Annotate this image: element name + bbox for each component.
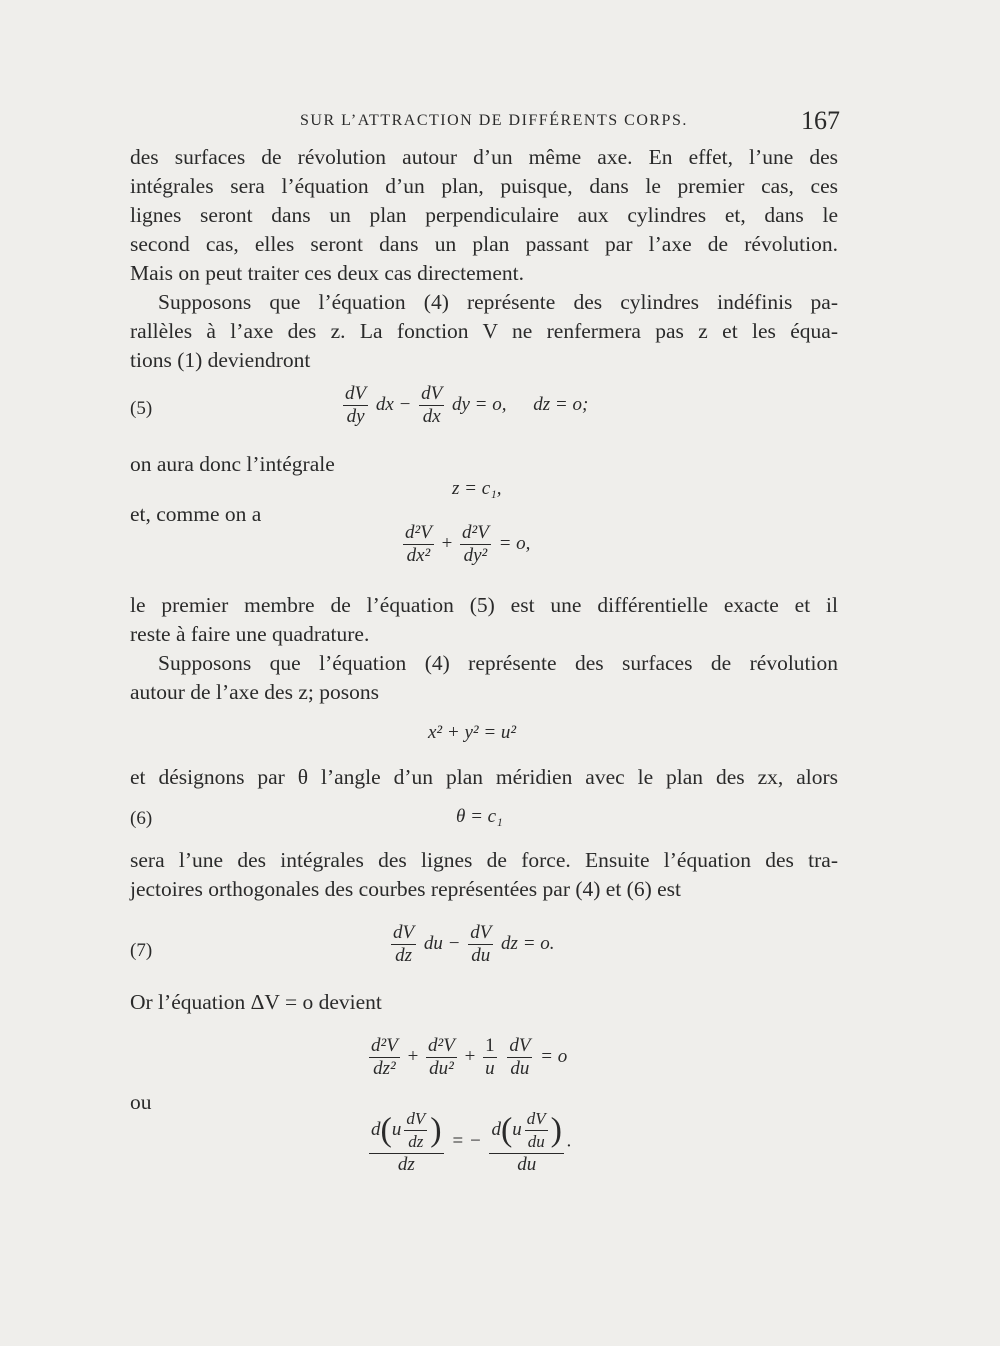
fraction: [525, 1108, 548, 1153]
paragraph-2: [130, 288, 838, 375]
equation-7: [388, 922, 555, 967]
term: dx −: [375, 393, 412, 415]
text-line: Supposons que l’équation (4) représente des cylindres indéfinis pa-: [158, 290, 838, 314]
term: dz = o.: [501, 932, 555, 954]
fraction: [468, 922, 493, 967]
denominator: du: [510, 1058, 530, 1079]
term: = o: [540, 1045, 568, 1067]
term: du −: [423, 932, 461, 954]
fraction: [460, 522, 491, 567]
text-line: Or l’équation ΔV = o devient: [130, 990, 382, 1014]
numerator: dV: [470, 922, 492, 943]
denominator: dz: [408, 1132, 424, 1151]
term: d: [491, 1118, 501, 1140]
fraction: [369, 1108, 444, 1176]
fraction: [483, 1035, 497, 1080]
operator: +: [441, 532, 453, 554]
paragraph-4: [130, 649, 838, 707]
fraction: [507, 1035, 532, 1080]
paragraph-6: [130, 846, 838, 904]
equation-7-label: (7): [130, 940, 153, 961]
numerator: dV: [421, 383, 443, 404]
numerator: [489, 1108, 564, 1154]
fraction: [419, 383, 444, 428]
fraction: [403, 522, 434, 567]
term: dz = o;: [533, 393, 589, 415]
denominator: dz: [395, 945, 412, 966]
numerator: [369, 1108, 444, 1154]
fraction: [404, 1108, 427, 1153]
denominator: dz: [397, 1154, 415, 1175]
denominator: du: [517, 1154, 537, 1175]
fraction: [426, 1035, 457, 1080]
text-line: des surfaces de révolution autour d’un même axe. En effet, l’une des: [130, 145, 838, 169]
denominator: dy: [346, 406, 365, 427]
denominator: du: [471, 945, 491, 966]
numerator: dV: [509, 1035, 531, 1056]
equation-6: θ = c₁: [456, 806, 503, 827]
denominator: du: [527, 1132, 545, 1151]
numerator: dV: [393, 922, 415, 943]
text-line: Supposons que l’équation (4) représente des surfaces de révolution: [158, 651, 838, 675]
numerator: d²V: [405, 522, 432, 543]
text-line: et, comme on a: [130, 502, 262, 526]
page-number: 167: [801, 106, 840, 135]
numerator: dV: [404, 1108, 427, 1131]
paren: (: [500, 1111, 513, 1149]
equation-u: x² + y² = u²: [428, 722, 517, 743]
text-line: intégrales sera l’équation d’un plan, puisque, dans le premier cas, ces: [130, 174, 838, 198]
text-line: le premier membre de l’équation (5) est une différentielle exacte et il: [130, 593, 838, 617]
equation-5: [340, 383, 588, 428]
equation-z: z = c₁,: [452, 478, 502, 499]
term: u: [391, 1118, 402, 1140]
term: dy = o,: [451, 393, 507, 415]
paren: ): [430, 1111, 442, 1149]
paren: (: [380, 1111, 392, 1149]
denominator: du²: [429, 1058, 454, 1079]
page-header: [130, 106, 840, 140]
denominator: dz²: [373, 1058, 396, 1079]
paragraph-5: [130, 763, 838, 792]
text-line: et désignons par θ l’angle d’un plan méridien avec le plan des zx, alors: [130, 765, 838, 789]
numerator: d²V: [462, 522, 489, 543]
denominator: dy²: [463, 545, 488, 566]
operator: +: [407, 1045, 419, 1067]
running-head: SUR L’ATTRACTION DE DIFFÉRENTS CORPS.: [300, 112, 688, 129]
denominator: dx²: [406, 545, 431, 566]
numerator: d²V: [371, 1035, 398, 1056]
term: = −: [451, 1130, 482, 1152]
term: = o,: [498, 532, 531, 554]
fraction: [343, 383, 368, 428]
equation-5-label: (5): [130, 398, 153, 419]
text-line: second cas, elles seront dans un plan passant par l’axe de révolution.: [130, 232, 838, 256]
numerator: dV: [525, 1108, 548, 1131]
text-line: jectoires orthogonales des courbes représentées par (4) et (6) est: [130, 877, 682, 901]
term: .: [567, 1130, 572, 1152]
numerator: dV: [345, 383, 367, 404]
text-line: rallèles à l’axe des z. La fonction V ne renfermera pas z et les équa-: [130, 319, 838, 343]
denominator: u: [485, 1058, 495, 1079]
text-line: on aura donc l’intégrale: [130, 452, 335, 476]
fraction: [489, 1108, 564, 1176]
term: u: [512, 1118, 522, 1140]
text-line: lignes seront dans un plan perpendiculaire aux cylindres et, dans le: [130, 203, 838, 227]
text-line: tions (1) deviendront: [130, 348, 311, 372]
fraction: [369, 1035, 400, 1080]
paren: ): [550, 1111, 562, 1149]
equation-laplace-2d: [400, 522, 530, 567]
numerator: d²V: [428, 1035, 455, 1056]
equation-6-label: (6): [130, 808, 153, 829]
numerator: 1: [485, 1035, 495, 1056]
equation-laplace-3d: [366, 1035, 567, 1080]
text-line: autour de l’axe des z; posons: [130, 680, 379, 704]
paragraph-1: [130, 143, 838, 288]
fraction: [391, 922, 416, 967]
operator: +: [464, 1045, 476, 1067]
text-line: sera l’une des intégrales des lignes de force. Ensuite l’équation des tra-: [130, 848, 838, 872]
denominator: dx: [422, 406, 441, 427]
term: d: [371, 1118, 381, 1140]
text-line: reste à faire une quadrature.: [130, 622, 370, 646]
equation-final: [366, 1108, 572, 1176]
paragraph-3: [130, 591, 838, 649]
text-line: ou: [130, 1090, 152, 1114]
text-line: Mais on peut traiter ces deux cas directement.: [130, 261, 525, 285]
